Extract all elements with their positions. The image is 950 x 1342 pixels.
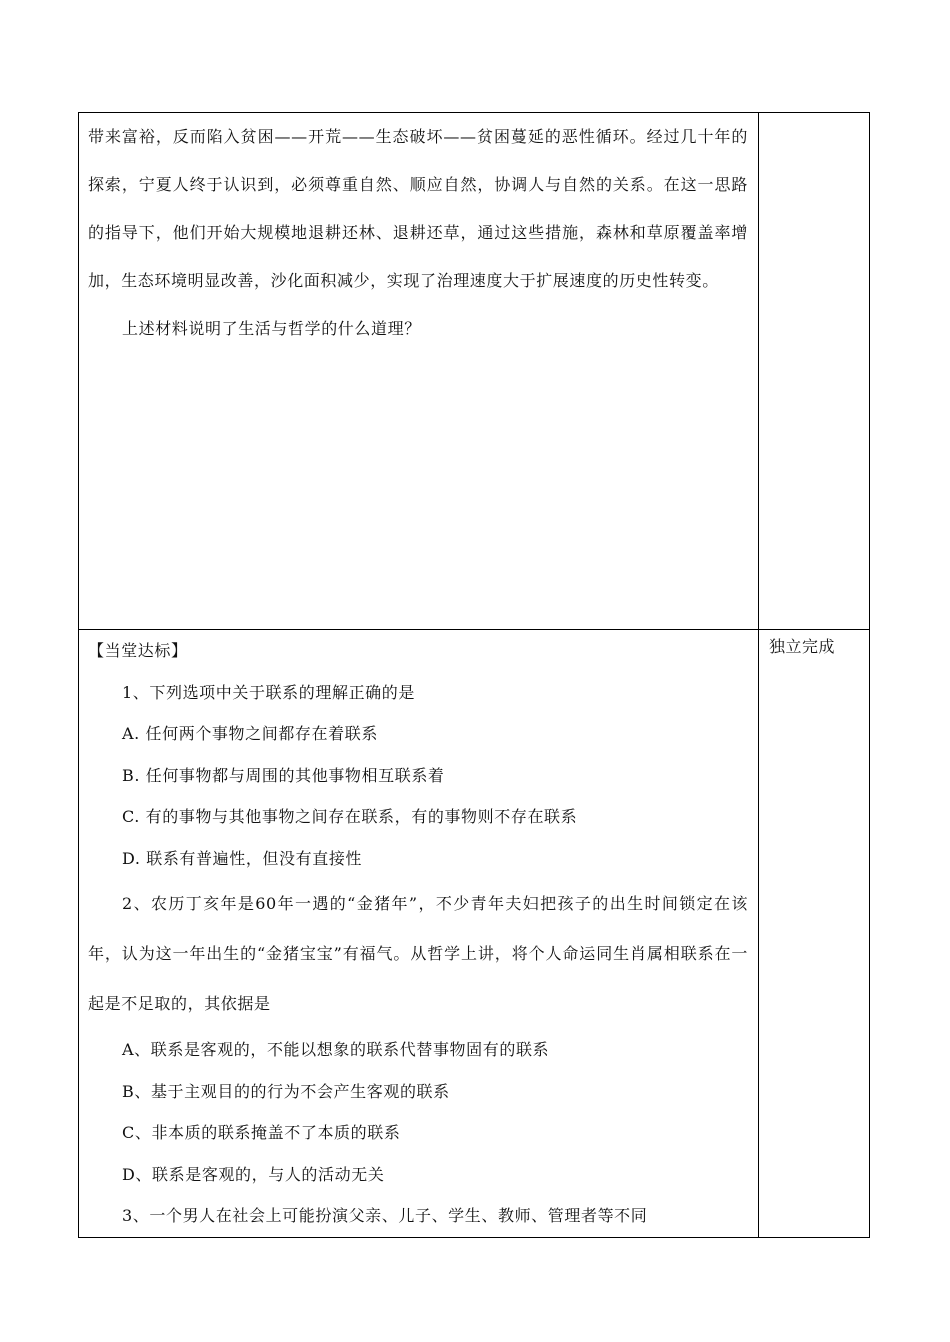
question-1-option-c: C. 有的事物与其他事物之间存在联系，有的事物则不存在联系 bbox=[122, 807, 578, 826]
question-2-option-d: D、联系是客观的，与人的活动无关 bbox=[122, 1164, 385, 1184]
practice-side-cell bbox=[759, 630, 870, 1238]
question-2-stem: 2、农历丁亥年是60年一遇的“金猪年”，不少青年夫妇把孩子的出生时间锁定在该年，认为这一年出生的“金猪宝宝”有福气。从哲学上讲，将个人命运同生肖属相联系在一起是不足取的，其依据是 bbox=[88, 894, 748, 1013]
question-2-option-c: C、非本质的联系掩盖不了本质的联系 bbox=[122, 1123, 401, 1142]
question-2-option-b: B、基于主观目的的行为不会产生客观的联系 bbox=[122, 1081, 450, 1101]
question-1-option-b: B. 任何事物都与周围的其他事物相互联系着 bbox=[122, 765, 445, 785]
side-note-independent: 独立完成 bbox=[769, 637, 836, 656]
material-paragraph: 带来富裕，反而陷入贫困——开荒——生态破坏——贫困蔓延的恶性循环。经过几十年的探索，宁夏人终于认识到，必须尊重自然、顺应自然，协调人与自然的关系。在这一思路的指导下，他们开始大规模地退耕还林、退耕还草，通过这些措施，森林和草原覆盖率增加，生态环境明显改善，沙化面积减少，实现了治理速度大于扩展速度的历史性转变。 bbox=[88, 127, 748, 290]
question-2-option-a: A、联系是客观的，不能以想象的联系代替事物固有的联系 bbox=[122, 1040, 550, 1059]
question-1-option-d: D. 联系有普遍性，但没有直接性 bbox=[122, 848, 363, 868]
question-3-stem: 3、一个男人在社会上可能扮演父亲、儿子、学生、教师、管理者等不同 bbox=[122, 1206, 648, 1225]
practice-cell bbox=[79, 630, 759, 1238]
practice-row bbox=[79, 630, 870, 1238]
material-row bbox=[79, 113, 870, 630]
practice-content bbox=[79, 630, 758, 1237]
question-1-option-a: A. 任何两个事物之间都存在着联系 bbox=[122, 724, 378, 743]
practice-heading: 【当堂达标】 bbox=[88, 641, 188, 660]
material-question: 上述材料说明了生活与哲学的什么道理？ bbox=[122, 319, 421, 338]
material-cell bbox=[79, 113, 759, 630]
material-content bbox=[79, 113, 758, 353]
worksheet-table bbox=[78, 112, 870, 1238]
material-side-cell bbox=[759, 113, 870, 630]
question-1-stem: 1、下列选项中关于联系的理解正确的是 bbox=[122, 682, 415, 702]
